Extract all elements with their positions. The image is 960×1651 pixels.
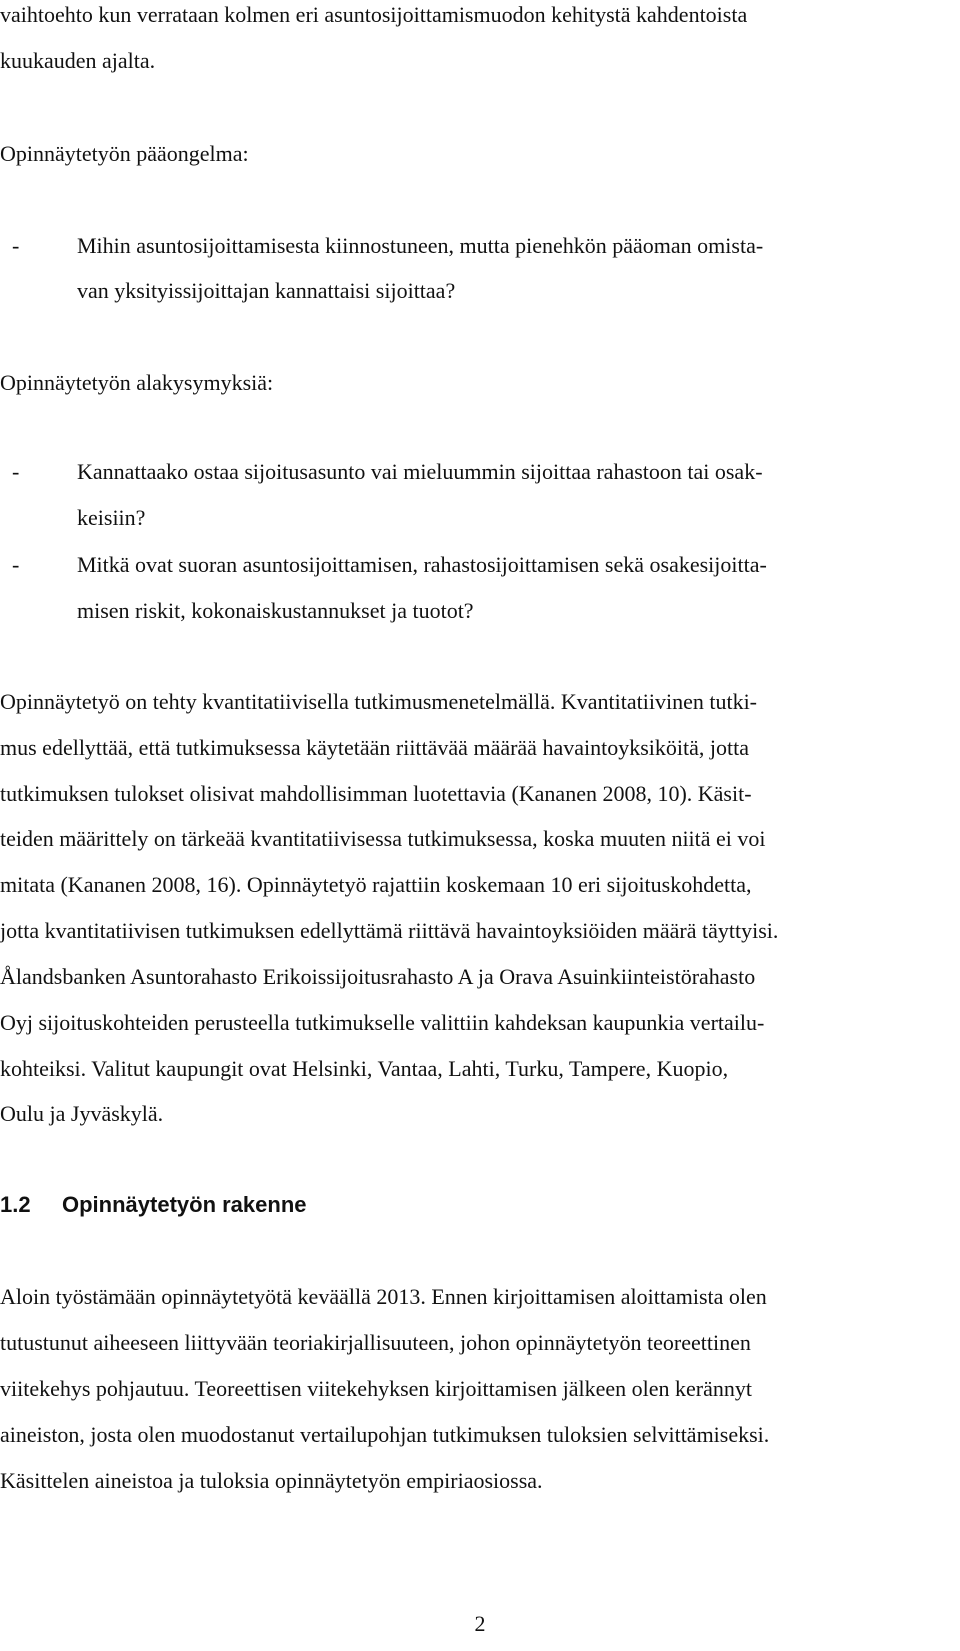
section-heading [0,1194,307,1216]
page-number: 2 [474,1611,486,1636]
paragraph-line: Oulu ja Jyväskylä. [0,1101,164,1126]
list-item-line: Kannattaako ostaa sijoitusasunto vai mieluummin sijoittaa rahastoon tai osak- [77,459,763,484]
list-item-line: keisiin? [77,505,146,530]
paragraph-line: Aloin työstämään opinnäytetyötä keväällä 2013. Ennen kirjoittamisen aloittamista olen [0,1284,767,1309]
list-item-line: misen riskit, kokonaiskustannukset ja tuotot? [77,598,474,623]
paragraph-line: jotta kvantitatiivisen tutkimuksen edellyttämä riittävä havaintoyksiöiden määrä täyttyisi. [0,918,779,943]
intro-line: kuukauden ajalta. [0,48,156,73]
main-problem-label: Opinnäytetyön pääongelma: [0,141,249,166]
sub-questions-label: Opinnäytetyön alakysymyksiä: [0,370,274,395]
paragraph-line: Ålandsbanken Asuntorahasto Erikoissijoitusrahasto A ja Orava Asuinkiinteistörahasto [0,964,756,989]
paragraph-line: Opinnäytetyö on tehty kvantitatiivisella tutkimusmenetelmällä. Kvantitatiivinen tutki- [0,689,758,714]
list-bullet: - [12,233,20,258]
paragraph-line: Käsittelen aineistoa ja tuloksia opinnäytetyön empiriaosiossa. [0,1468,543,1493]
list-item-line: Mitkä ovat suoran asuntosijoittamisen, rahastosijoittamisen sekä osakesijoitta- [77,552,767,577]
paragraph-line: mus edellyttää, että tutkimuksessa käytetään riittävää määrää havaintoyksiköitä, jotta [0,735,749,760]
paragraph-line: mitata (Kananen 2008, 16). Opinnäytetyö rajattiin koskemaan 10 eri sijoituskohdetta, [0,872,752,897]
paragraph-line: teiden määrittely on tärkeää kvantitatiivisessa tutkimuksessa, koska muuten niitä ei voi [0,826,766,851]
paragraph-line: Oyj sijoituskohteiden perusteella tutkimukselle valittiin kahdeksan kaupunkia vertailu- [0,1010,765,1035]
list-item-line: van yksityissijoittajan kannattaisi sijoittaa? [77,278,456,303]
list-item-line: Mihin asuntosijoittamisesta kiinnostuneen, mutta pienehkön pääoman omista- [77,233,764,258]
list-bullet: - [12,459,20,484]
paragraph-line: kohteiksi. Valitut kaupungit ovat Helsinki, Vantaa, Lahti, Turku, Tampere, Kuopio, [0,1056,729,1081]
paragraph-line: tutustunut aiheeseen liittyvään teoriakirjallisuuteen, johon opinnäytetyön teoreettinen [0,1330,751,1355]
section-number: 1.2 [0,1192,31,1217]
intro-line: vaihtoehto kun verrataan kolmen eri asuntosijoittamismuodon kehitystä kahdentoista [0,2,748,27]
paragraph-line: tutkimuksen tulokset olisivat mahdollisimman luotettavia (Kananen 2008, 10). Käsit- [0,781,752,806]
paragraph-line: aineiston, josta olen muodostanut vertailupohjan tutkimuksen tuloksien selvittämiseksi. [0,1422,770,1447]
section-title: Opinnäytetyön rakenne [62,1192,307,1217]
list-bullet: - [12,552,20,577]
paragraph-line: viitekehys pohjautuu. Teoreettisen viitekehyksen kirjoittamisen jälkeen olen kerännyt [0,1376,752,1401]
